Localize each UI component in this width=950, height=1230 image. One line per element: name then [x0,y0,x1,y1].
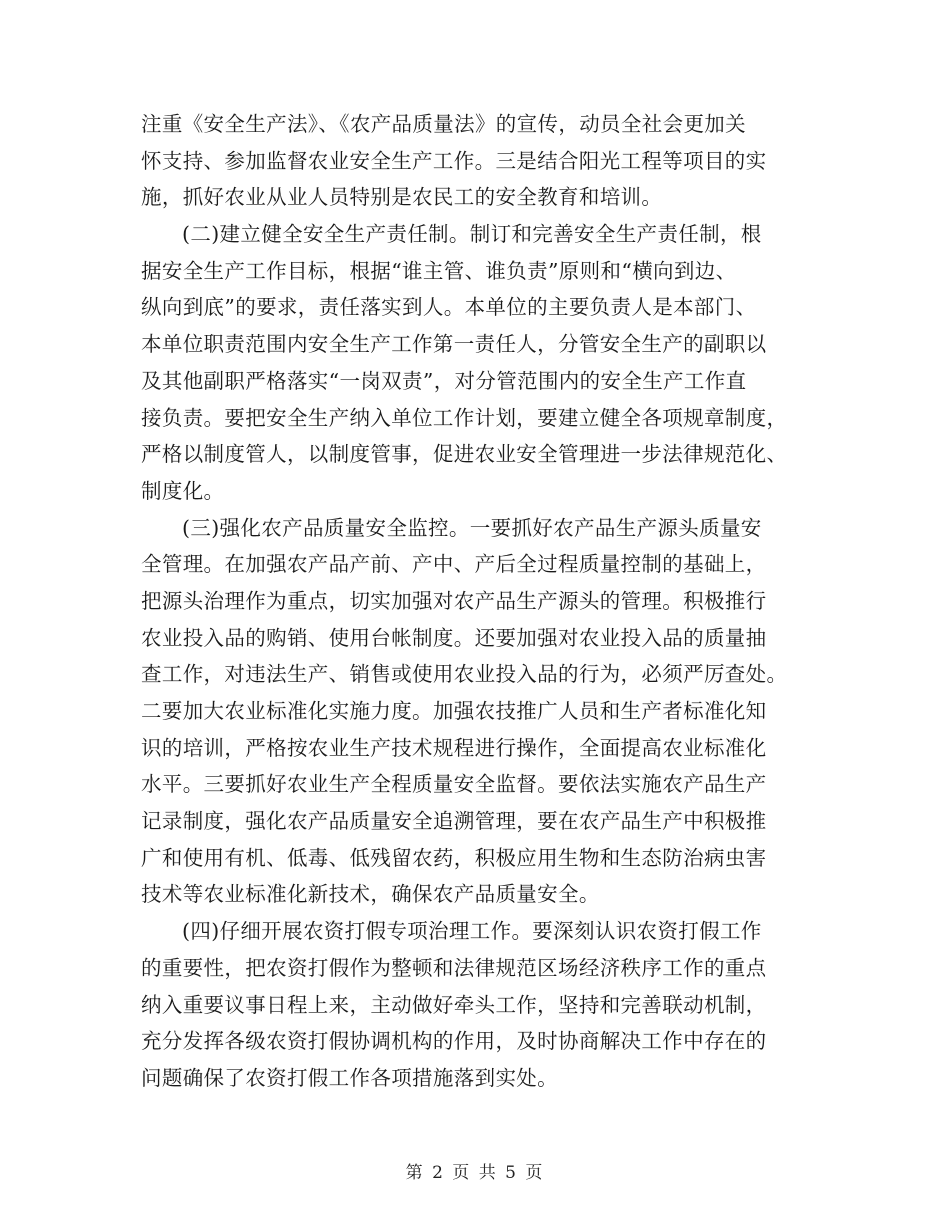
page-number-footer: 第 2 页 共 5 页 [405,1163,545,1183]
text-line: 及其他副职严格落实“一岗双责”，对分管范围内的安全生产工作直 [141,368,747,393]
text-line: (二)建立健全安全生产责任制。制订和完善安全生产责任制，根 [182,222,762,247]
text-line: 记录制度，强化农产品质量安全追溯管理，要在农产品生产中积极推 [141,809,767,834]
text-line: 的重要性，把农资打假作为整顿和法律规范区场经济秩序工作的重点 [141,955,767,980]
text-line: 广和使用有机、低毒、低残留农药，积极应用生物和生态防治病虫害 [141,845,767,870]
text-line: 问题确保了农资打假工作各项措施落到实处。 [141,1065,558,1090]
text-line: 怀支持、参加监督农业安全生产工作。三是结合阳光工程等项目的实 [141,148,767,173]
text-line: 全管理。在加强农产品产前、产中、产后全过程质量控制的基础上， [141,552,767,577]
text-line: 接负责。要把安全生产纳入单位工作计划，要建立健全各项规章制度， [141,405,788,430]
text-line: 据安全生产工作目标，根据“谁主管、谁负责”原则和“横向到边、 [141,258,737,283]
text-line: 纵向到底”的要求，责任落实到人。本单位的主要负责人是本部门、 [141,295,757,320]
text-line: 把源头治理作为重点，切实加强对农产品生产源头的管理。积极推行 [141,588,767,613]
text-line: 二要加大农业标准化实施力度。加强农技推广人员和生产者标准化知 [141,699,767,723]
text-line: 注重《安全生产法》、《农产品质量法》的宣传，动员全社会更加关 [141,112,746,136]
text-line: (三)强化农产品质量安全监控。一要抓好农产品生产源头质量安 [182,515,762,540]
body-text [141,106,811,1097]
text-line: 查工作，对违法生产、销售或使用农业投入品的行为，必须严厉查处。 [141,662,788,687]
text-line: (四)仔细开展农资打假专项治理工作。要深刻认识农资打假工作 [182,919,762,944]
text-line: 农业投入品的购销、使用台帐制度。还要加强对农业投入品的质量抽 [141,625,767,650]
text-line: 识的培训，严格按农业生产技术规程进行操作，全面提高农业标准化 [141,735,767,760]
text-line: 纳入重要议事日程上来，主动做好牵头工作，坚持和完善联动机制， [141,992,767,1017]
text-line: 本单位职责范围内安全生产工作第一责任人，分管安全生产的副职以 [141,332,767,357]
text-line: 水平。三要抓好农业生产全程质量安全监督。要依法实施农产品生产 [141,772,767,797]
text-line: 充分发挥各级农资打假协调机构的作用，及时协商解决工作中存在的 [141,1029,767,1054]
text-line: 制度化。 [141,478,225,503]
text-line: 施，抓好农业从业人员特别是农民工的安全教育和培训。 [141,185,663,210]
text-line: 技术等农业标准化新技术，确保农产品质量安全。 [141,882,600,907]
text-line: 严格以制度管人，以制度管事，促进农业安全管理进一步法律规范化、 [141,442,788,467]
